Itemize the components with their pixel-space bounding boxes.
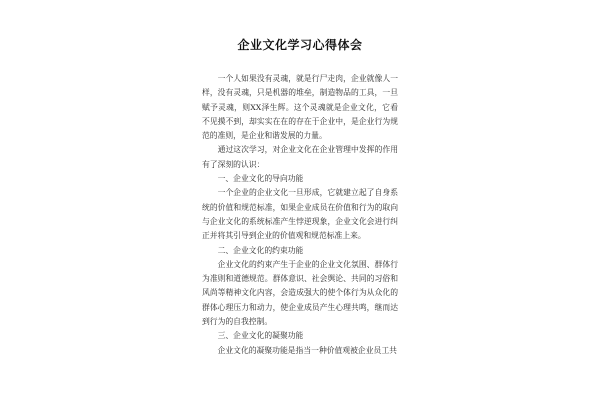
section-heading-guidance: 一、企业文化的导向功能 — [217, 174, 304, 184]
paragraph-cohesion: 企业文化的凝聚功能是指当一种价值观被企业员工共 — [217, 345, 397, 355]
section-heading-cohesion: 三、企业文化的凝聚功能 — [217, 331, 304, 341]
paragraph-guidance: 一个企业的企业文化一旦形成，它就建立起了自身系统的价值和规范标准，如果企业成员在价值和行为的取向与企业文化的系统标准产生悖逆现象，企业文化会进行纠正并将其引导到企业的价值观和规范标准上来。 — [202, 188, 398, 241]
paragraph-constraint: 企业文化的约束产生于企业的企业文化氛围、群体行为准则和道德规范。群体意识、社会舆论、共同的习俗和风尚等精神文化内容，会造成强大的使个体行为从众化的群体心理压力和动力，使企业成员产生心理共鸣，继而达到行为的自我控制。 — [202, 259, 398, 327]
section-heading-constraint: 二、企业文化的约束功能 — [217, 245, 304, 255]
document-title: 企业文化学习心得体会 — [237, 38, 363, 52]
paragraph-intro: 一个人如果没有灵魂，就是行尸走肉，企业就像人一样，没有灵魂，只是机器的堆垒，制造物品的工具，一旦赋予灵魂，则XX泽生辉。这个灵魂就是企业文化，它看不见摸不到，却实实在在的存在于企业中，是企业行为规范的准则，是企业和谐发展的力量。 — [202, 74, 398, 141]
document-body — [202, 72, 398, 358]
paragraph-summary: 通过这次学习，对企业文化在企业管理中发挥的作用有了深刻的认识： — [202, 145, 398, 169]
